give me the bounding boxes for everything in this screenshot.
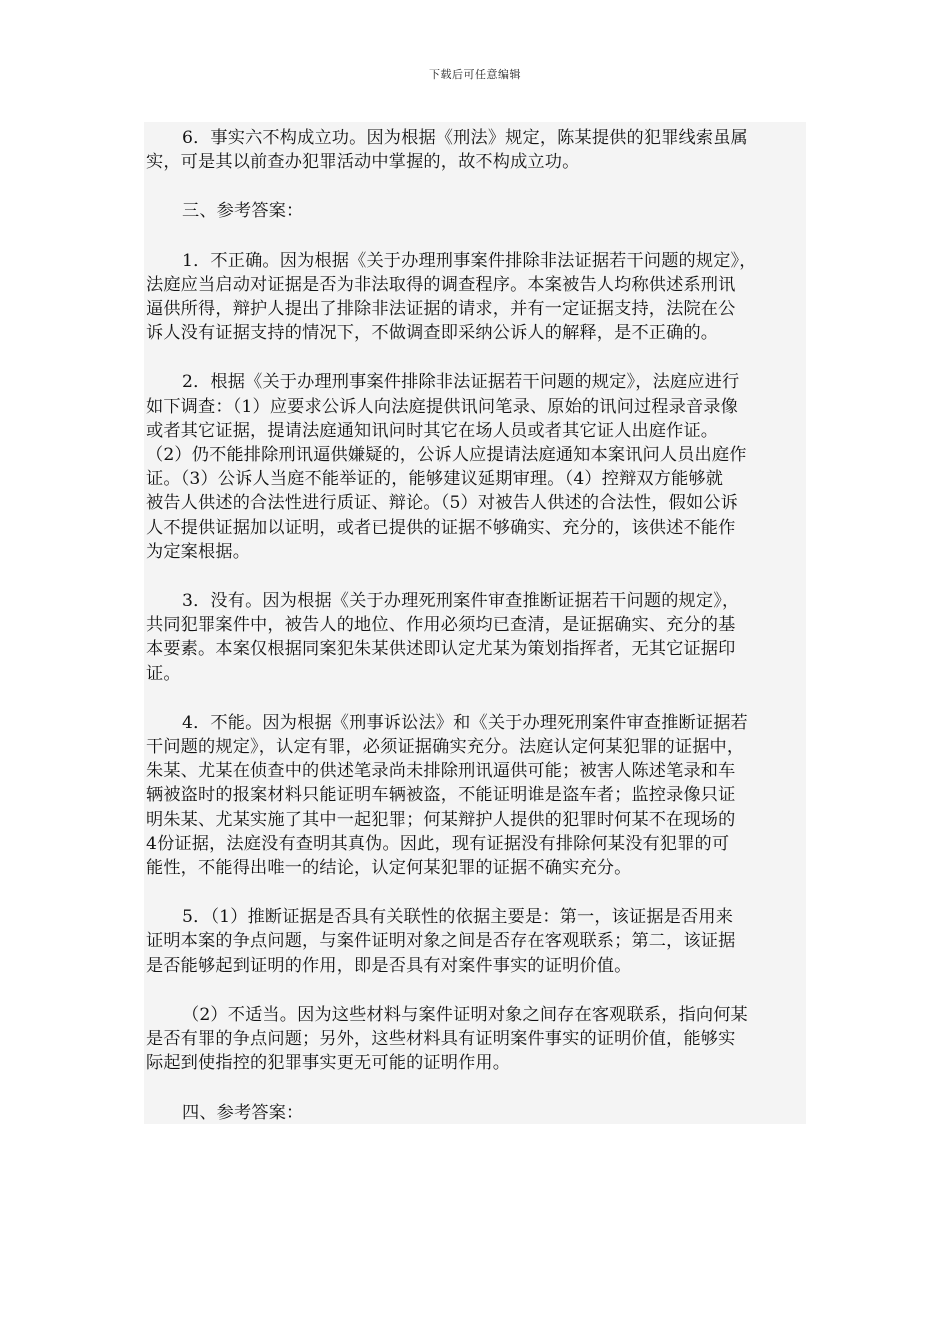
paragraph-line: 1．不正确。因为根据《关于办理刑事案件排除非法证据若干问题的规定》，: [182, 250, 757, 271]
paragraph-line: 辆被盗时的报案材料只能证明车辆被盗，不能证明谁是盗车者；监控录像只证: [146, 785, 736, 806]
paragraph-line: 四、参考答案：: [182, 1102, 304, 1123]
paragraph-line: 人不提供证据加以证明，或者已提供的证据不够确实、充分的，该供述不能作: [146, 517, 736, 538]
paragraph-line: 法庭应当启动对证据是否为非法取得的调查程序。本案被告人均称供述系刑讯: [146, 274, 736, 295]
paragraph-line: （2）仍不能排除刑讯逼供嫌疑的，公诉人应提请法庭通知本案讯问人员出庭作: [146, 445, 747, 466]
paragraph-line: 本要素。本案仅根据同案犯朱某供述即认定尤某为策划指挥者，无其它证据印: [146, 639, 736, 660]
paragraph-line: 证明本案的争点问题，与案件证明对象之间是否存在客观联系；第二，该证据: [146, 931, 736, 952]
paragraph-line: 实，可是其以前查办犯罪活动中掌握的，故不构成立功。: [146, 152, 580, 173]
paragraph-answer-1: [146, 249, 804, 346]
paragraph-line: 是否有罪的争点问题；另外，这些材料具有证明案件事实的证明价值，能够实: [146, 1029, 736, 1050]
paragraph-line: 明朱某、尤某实施了其中一起犯罪；何某辩护人提供的犯罪时何某不在现场的: [146, 809, 736, 830]
paragraph-line: 如下调查：（1）应要求公诉人向法庭提供讯问笔录、原始的讯问过程录音录像: [146, 396, 738, 417]
paragraph-answer-4: [146, 711, 804, 880]
paragraph-line: 朱某、尤某在侦查中的供述笔录尚未排除刑讯逼供可能；被害人陈述笔录和车: [146, 761, 736, 782]
paragraph-line: 4．不能。因为根据《刑事诉讼法》和《关于办理死刑案件审查推断证据若: [182, 712, 748, 733]
paragraph-line: 干问题的规定》，认定有罪，必须证据确实充分。法庭认定何某犯罪的证据中，: [146, 737, 745, 758]
paragraph-line: （2）不适当。因为这些材料与案件证明对象之间存在客观联系，指向何某: [182, 1004, 748, 1025]
paragraph-answer-5-part-1: [146, 905, 804, 978]
paragraph-line: 被告人供述的合法性进行质证、辩论。（5）对被告人供述的合法性，假如公诉: [146, 493, 738, 514]
paragraph-line: 或者其它证据，提请法庭通知讯问时其它在场人员或者其它证人出庭作证。: [146, 420, 719, 441]
paragraph-line: 能性，不能得出唯一的结论，认定何某犯罪的证据不确实充分。: [146, 858, 632, 879]
paragraph-line: 逼供所得，辩护人提出了排除非法证据的请求，并有一定证据支持，法院在公: [146, 299, 736, 320]
paragraph-answer-2: [146, 370, 804, 564]
paragraph-line: 6．事实六不构成立功。因为根据《刑法》规定，陈某提供的犯罪线索虽属: [182, 128, 748, 148]
section-heading-three: [146, 199, 804, 223]
paragraph-line: 证。: [146, 663, 181, 684]
paragraph-line: 为定案根据。: [146, 541, 251, 562]
paragraph-answer-3: [146, 589, 804, 686]
paragraph-line: 证。（3）公诉人当庭不能举证的，能够建议延期审理。（4）控辩双方能够就: [146, 469, 724, 490]
page-header: 下载后可任意编辑: [429, 68, 521, 81]
document-body: [144, 122, 806, 1124]
paragraph-line: 三、参考答案：: [182, 201, 304, 222]
paragraph-line: 际起到使指控的犯罪事实更无可能的证明作用。: [146, 1053, 511, 1074]
paragraph-line: 诉人没有证据支持的情况下，不做调查即采纳公诉人的解释，是不正确的。: [146, 323, 719, 344]
paragraph-line: 2．根据《关于办理刑事案件排除非法证据若干问题的规定》，法庭应进行: [182, 372, 740, 393]
paragraph-line: 是否能够起到证明的作用，即是否具有对案件事实的证明价值。: [146, 955, 632, 976]
paragraph-answer-5-part-2: [146, 1003, 804, 1076]
paragraph-line: 5．（1）推断证据是否具有关联性的依据主要是：第一，该证据是否用来: [182, 907, 734, 928]
paragraph-line: 3．没有。因为根据《关于办理死刑案件审查推断证据若干问题的规定》，: [182, 591, 740, 612]
paragraph-line: 共同犯罪案件中，被告人的地位、作用必须均已查清，是证据确实、充分的基: [146, 615, 736, 636]
section-heading-four: [146, 1101, 804, 1125]
paragraph-line: 4份证据，法庭没有查明其真伪。因此，现有证据没有排除何某没有犯罪的可: [146, 833, 730, 854]
paragraph-fact-six: [146, 126, 804, 174]
